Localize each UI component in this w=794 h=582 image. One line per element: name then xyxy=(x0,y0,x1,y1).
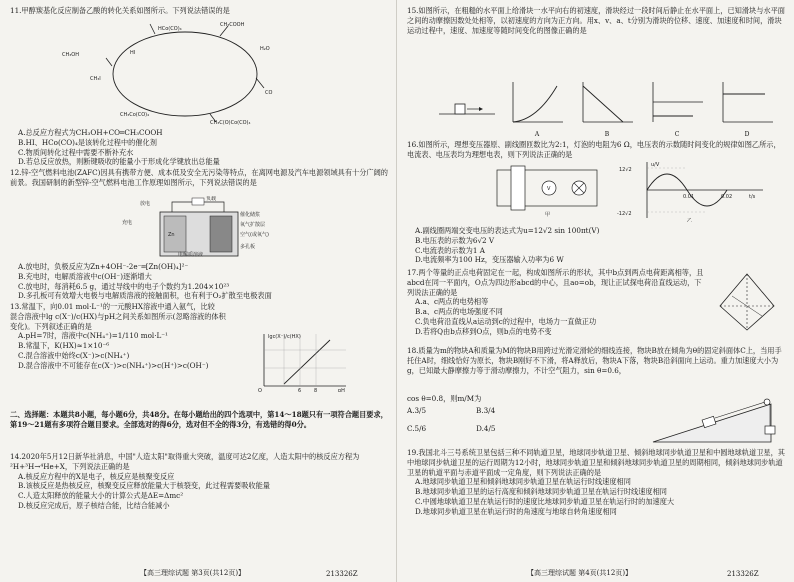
q12-option-a: A.放电时，负极反应为Zn+4OH⁻-2e⁻═[Zn(OH)₄]²⁻ xyxy=(18,262,189,271)
label-zn: Zn xyxy=(168,232,175,238)
block-on-surface-figure xyxy=(437,92,497,120)
label-load: 负载 xyxy=(206,196,217,202)
q16-option-b: B.电压表的示数为6√2 V xyxy=(415,235,495,245)
q11-option-d: D.若总反应放热，则断键吸收的能量小于形成化学键放出总能量 xyxy=(18,157,220,167)
graph-origin: O xyxy=(258,388,262,392)
label-ch3oh: CH₃OH xyxy=(62,52,79,58)
q17-option-b: B.a、c两点的电场强度不同 xyxy=(415,307,503,317)
label-charge: 充电 xyxy=(122,220,133,226)
question-18-options xyxy=(407,394,607,433)
label-ch3co-co4: CH₃Co(CO)₄ xyxy=(120,112,150,118)
zinc-air-battery-figure xyxy=(120,196,270,258)
q18-option-b: B.3/4 xyxy=(476,405,496,415)
question-16-stem: 16.如图所示，理想变压器原、副线圈匝数比为2:1，灯泡的电阻为6 Ω，电压表的示数随时间变化的规律如图乙所示，电流表、电压表均为理想电表，则下列说法正确的是 xyxy=(407,140,781,159)
label-catalyst-slurry: 催化储浆 xyxy=(240,212,261,218)
graph-xlabel-ts: t/s xyxy=(749,194,756,200)
question-18-stem-2: cos θ=0.8，则m/M为 xyxy=(407,394,482,403)
question-16-options xyxy=(407,226,785,265)
question-15 xyxy=(407,6,785,35)
q19-option-a: A.地球同步轨道卫星和倾斜地球同步轨道卫星在轨运行时线速度相同 xyxy=(415,477,631,487)
graph-tick-8: 8 xyxy=(314,388,318,392)
sine-wave-graph xyxy=(617,160,767,222)
svg-text:V: V xyxy=(547,186,551,192)
label-hi: HI xyxy=(130,50,136,56)
graph-tick-neg: -12√2 xyxy=(617,211,632,217)
q12-option-d: D.多孔板可有效增大电极与电解质溶液的接触面积，也有利于O₂扩散至电极表面 xyxy=(18,291,272,301)
q13-option-a: A.pH=7时，溶液中c(NH₄⁺)=1/110 mol·L⁻¹ xyxy=(18,331,168,341)
label-ch3i: CH₃I xyxy=(90,76,101,82)
q12-option-b: B.充电时，电解质溶液中c(OH⁻)逐渐增大 xyxy=(18,271,152,281)
graph-ylabel-uv: u/V xyxy=(651,162,660,168)
label-ch3c-o-co4: CH₃C(O)Co(CO)₄ xyxy=(210,120,251,126)
charge-tetrahedron-figure xyxy=(712,272,782,332)
graph-c-caption: C xyxy=(674,131,680,138)
q13-option-d: D.混合溶液中不可能存在c(X⁻)>c(NH₄⁺)>c(H⁺)>c(OH⁻) xyxy=(18,360,209,370)
q17-option-d: D.若将Q由b点移到O点，则b点的电势不变 xyxy=(415,326,552,336)
q14-option-d: D.核反应完成后，原子核结合能，比结合能减小 xyxy=(18,500,170,510)
label-ch3cooh: CH₃COOH xyxy=(220,22,245,28)
graph-xlabel: pH xyxy=(338,388,345,392)
question-14 xyxy=(10,452,388,511)
transformer-circuit-figure xyxy=(487,160,607,218)
question-12-options xyxy=(10,262,388,301)
q17-option-c: C.负电荷沿直线从a运动到c的过程中，电场力一直做正功 xyxy=(415,316,597,326)
q16-option-d: D.电流频率为100 Hz，变压器输入功率为6 W xyxy=(415,255,564,265)
question-19-stem: 19.我国北斗三号系统卫星包括三种不同轨道卫星，地球同步轨道卫星、倾斜地球同步轨道卫星和中圆地球轨道卫星，其中地球同步轨道卫星的运行周期为12小时，地球同步轨道卫星和倾斜地球同步轨道卫星的周期相同，倾斜地球同步轨道卫星的轨道平面与赤道平面成一定角度，则下列说法正确的是 xyxy=(407,448,785,477)
question-13 xyxy=(10,302,240,371)
question-13-stem-1: 13.常温下，向0.01 mol·L⁻¹的一元酸HX溶液中通入氨气，比较 xyxy=(10,302,215,311)
question-14-stem: 14.2020年5月12日新华社消息，中国"人造太阳"取得重大突破，温度可达2亿度，人造太阳中的核反应方程为²H+³H→⁴He+X，下列说法正确的是 xyxy=(10,452,360,471)
question-18 xyxy=(407,346,785,375)
graph-b-caption: B xyxy=(604,131,610,138)
motion-graphs xyxy=(507,78,777,138)
q19-option-d: D.地球同步轨道卫星在轨运行时的角速度与地球自转角速度相同 xyxy=(415,506,617,516)
question-13-stem-2: 混合溶液中lg c(X⁻)/c(HX)与pH之间关系如图所示(忽略溶液的体积 xyxy=(10,311,226,321)
q18-option-a: A.3/5 xyxy=(407,405,427,415)
q13-option-b: B.常温下，K(HX)≈1×10⁻⁶ xyxy=(18,341,110,351)
graph-tick-6: 6 xyxy=(298,388,302,392)
lg-ph-graph xyxy=(250,330,350,392)
label-co: CO xyxy=(265,90,273,96)
q14-option-b: B.该核反应是热核反应，核聚变反应释放能量大于核裂变，此过程需要吸收能量 xyxy=(18,481,270,491)
q18-option-c: C.5/6 xyxy=(407,423,427,433)
q11-option-c: C.物质间转化过程中需要不断补充水 xyxy=(18,147,134,157)
section-2-text: 二、选择题：本题共8小题，每小题6分，共48分。在每小题给出的四个选项中，第14～18题只有一项符合题目要求，第19～21题有多项符合题目要求。全部选对的得6分，选对但不全的得3分，有选错的得0分。 xyxy=(10,410,388,429)
label-hco-co4: HCo(CO)₄ xyxy=(158,26,182,32)
label-oxygen-diffusion: 氧气扩散层 xyxy=(240,222,266,228)
q18-option-d: D.4/5 xyxy=(476,423,496,433)
label-discharge: 放电 xyxy=(140,201,151,207)
q12-option-c: C.放电时，每消耗6.5 g，通过导线中的电子个数约为1.204×10²³ xyxy=(18,281,230,291)
page-code-right: 213326Z xyxy=(727,570,759,578)
label-h2o: H₂O xyxy=(260,46,270,52)
q11-option-a: A.总反应方程式为CH₃OH+CO═CH₃COOH xyxy=(18,128,163,137)
graph-tick-001: 0.01 xyxy=(683,194,695,200)
q16-option-c: C.电流表的示数为1 A xyxy=(415,245,485,255)
question-16 xyxy=(407,140,785,160)
graph-tick-002: 0.02 xyxy=(721,194,733,200)
page-right xyxy=(397,0,794,582)
question-19 xyxy=(407,448,785,517)
q14-option-a: A.核反应方程中的X是电子，核反应是核聚变反应 xyxy=(18,471,175,481)
question-18-stem: 18.质量为m的物块A和质量为M的物块B用跨过光滑定滑轮的细线连接，物块B放在倾角为θ的固定斜面体C上，当用手托住A时，细线恰好为原长，物块B刚好不下滑，将A释放后，物块A下落，物块B沿斜面向上运动。重力加速度大小为g，已知最大静摩擦力等于滑动摩擦力，不计空气阻力，sin θ=0.6， xyxy=(407,346,782,375)
label-porous-plate: 多孔板 xyxy=(240,244,256,250)
incline-pulley-figure xyxy=(647,396,777,446)
catalytic-cycle-figure xyxy=(60,18,310,126)
label-air: 空气(或氧气) xyxy=(240,232,269,238)
question-15-stem: 15.如图所示，在粗糙的水平面上给滑块一水平向右的初速度，滑块经过一段时间后静止在水平面上，已知滑块与水平面之间的动摩擦因数处处相等，以初速度的方向为正方向。用x、v、a、t分别为滑块的位移、速度、加速度和时间，滑块运动过程中，速度、加速度等随时间变化的图像正确的是 xyxy=(407,6,785,35)
q19-option-b: B.地球同步轨道卫星的运行高度和倾斜地球同步轨道卫星在轨运行时线速度相同 xyxy=(415,487,667,497)
page-footer-right: 【高三理综试题 第4页(共12页)】 xyxy=(527,569,633,577)
label-jia: 甲 xyxy=(545,212,551,218)
section-2-header xyxy=(10,410,388,430)
label-electrolyte: 电解质溶液 xyxy=(178,252,204,258)
graph-ylabel: lgc(X⁻)/c(HX) xyxy=(268,334,301,340)
page-code-left: 213326Z xyxy=(326,570,358,578)
question-17 xyxy=(407,268,707,337)
graph-d-caption: D xyxy=(744,131,750,138)
question-12-stem: 12.锌-空气燃料电池(ZAFC)因具有携带方便、成本低及安全无污染等特点，在离网电源及汽车电源领域具有十分广阔的前景。我国研制的新型锌-空气燃料电池工作原理如图所示，下列说法错误的是 xyxy=(10,168,388,187)
graph-tick-pos: 12√2 xyxy=(619,167,632,173)
q17-option-a: A.a、c两点的电势相等 xyxy=(415,297,489,307)
question-11-stem: 11.甲醇羰基化反应制备乙酸的转化关系如图所示。下列说法错误的是 xyxy=(10,6,230,15)
q11-option-b: B.HI、HCo(CO)₄是该转化过程中的催化剂 xyxy=(18,137,157,147)
page-footer-left: 【高三理综试题 第3页(共12页)】 xyxy=(140,569,246,577)
label-yi: 乙 xyxy=(687,218,693,222)
q14-option-c: C.人造太阳释放的能量大小的计算公式是ΔE=Δmc² xyxy=(18,491,184,501)
question-11 xyxy=(10,6,388,16)
question-11-options xyxy=(10,128,388,167)
q16-option-a: A.副线圈两端交变电压的表达式为u=12√2 sin 100πt(V) xyxy=(415,226,600,235)
question-17-stem: 17.两个等量的正点电荷固定在一起，构成如图所示的形状，其中b点到两点电荷距离相等，且abcd在同一平面内，O点为四边形abcd的中心，且ao=ob，现让正试探电荷沿直线运动，下列说法正确的是 xyxy=(407,268,704,297)
graph-a-caption: A xyxy=(534,131,540,138)
q13-option-c: C.混合溶液中始终c(X⁻)>c(NH₄⁺) xyxy=(18,350,130,360)
q19-option-c: C.中圆地球轨道卫星在轨运行时的速度比地球同步轨道卫星在轨运行时的加速度大 xyxy=(415,496,675,506)
question-13-stem-3: 变化)。下列叙述正确的是 xyxy=(10,321,92,331)
question-12 xyxy=(10,168,388,188)
